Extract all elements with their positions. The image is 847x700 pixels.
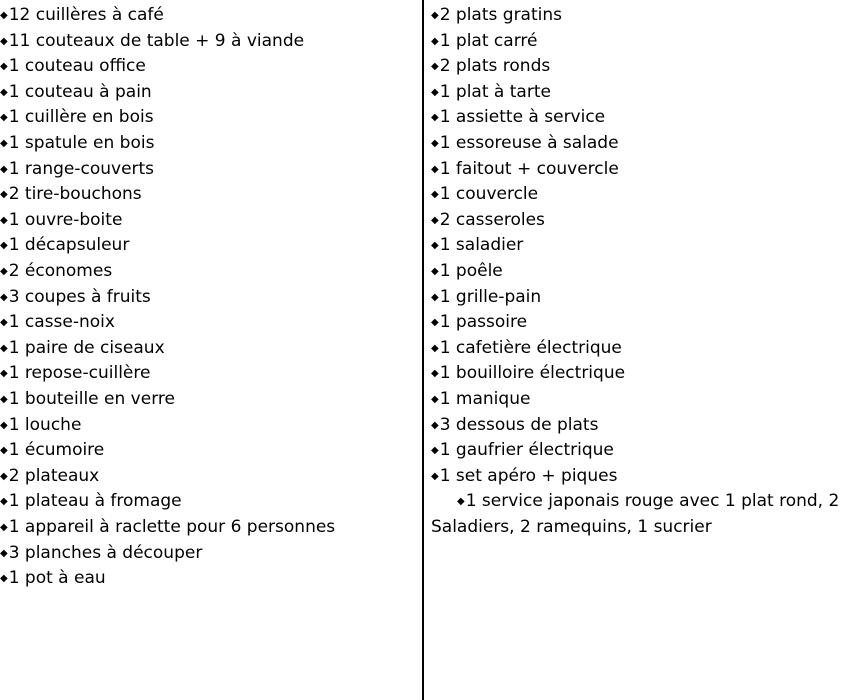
list-item-label: 1 bouteille en verre <box>8 389 175 409</box>
list-item-label: 2 tire-bouchons <box>8 184 142 205</box>
list-item-label: 1 plateau à fromage <box>8 491 182 512</box>
list-item-label: 1 poêle <box>439 261 503 281</box>
bullet-icon: ◆ <box>431 266 439 277</box>
list-item-label: 1 essoreuse à salade <box>439 133 619 153</box>
list-item-label: 1 écumoire <box>8 440 105 461</box>
bullet-icon: ◆ <box>431 86 439 98</box>
bullet-icon: ◆ <box>431 419 439 431</box>
bullet-icon: ◆ <box>0 35 8 47</box>
bullet-icon: ◆ <box>0 419 8 431</box>
list-item <box>0 285 151 311</box>
list-item <box>0 515 335 541</box>
bullet-icon: ◆ <box>457 496 465 508</box>
list-item <box>0 541 202 567</box>
bullet-icon: ◆ <box>431 10 439 21</box>
bullet-icon: ◆ <box>0 522 8 533</box>
bullet-icon: ◆ <box>431 138 439 149</box>
bullet-icon: ◆ <box>0 163 8 175</box>
bullet-icon: ◆ <box>0 10 8 21</box>
list-item-label: 1 couteau office <box>8 56 146 77</box>
list-item <box>0 3 164 29</box>
list-item-label: 1 saladier <box>439 235 524 256</box>
list-item <box>0 182 142 208</box>
list-item-label: 1 couteau à pain <box>8 81 152 102</box>
list-item <box>0 157 154 183</box>
list-item <box>0 29 304 55</box>
list-item <box>431 233 523 259</box>
bullet-icon: ◆ <box>0 214 8 226</box>
bullet-icon: ◆ <box>431 445 439 457</box>
bullet-icon: ◆ <box>431 394 439 405</box>
bullet-icon: ◆ <box>431 368 439 380</box>
list-item <box>431 310 527 336</box>
list-item-label: 1 louche <box>8 414 82 435</box>
list-item <box>0 105 154 131</box>
list-item-label: 2 plats ronds <box>439 56 551 77</box>
list-item-label: 3 planches à découper <box>8 542 203 563</box>
list-item-label: 1 paire de ciseaux <box>8 337 165 358</box>
list-item-label: 11 couteaux de table + 9 à viande <box>8 30 305 51</box>
list-item <box>431 105 605 131</box>
list-item <box>0 259 112 285</box>
bullet-icon: ◆ <box>431 470 439 482</box>
list-item-label: 2 plateaux <box>8 465 100 486</box>
list-item-label: 1 grille-pain <box>439 286 542 307</box>
list-item <box>431 29 537 55</box>
bullet-icon: ◆ <box>431 35 439 47</box>
list-item-label: 1 casse-noix <box>8 312 115 333</box>
list-item-label: 1 cafetière électrique <box>439 337 622 358</box>
list-item-continuation: Saladiers, 2 ramequins, 1 sucrier <box>431 517 712 537</box>
list-item <box>431 413 598 439</box>
bullet-icon: ◆ <box>0 317 8 329</box>
bullet-icon: ◆ <box>431 240 439 252</box>
bullet-icon: ◆ <box>0 112 8 124</box>
bullet-icon: ◆ <box>431 163 439 175</box>
list-item <box>0 310 115 336</box>
bullet-icon: ◆ <box>431 214 439 226</box>
list-item-label: 1 service japonais rouge avec 1 plat rond, 2 <box>465 491 840 512</box>
list-item-label: 1 passoire <box>439 312 528 333</box>
list-item-label: 2 plats gratins <box>439 5 562 25</box>
list-item-label: 1 pot à eau <box>8 568 106 589</box>
bullet-icon: ◆ <box>431 291 439 303</box>
list-item-label: 1 plat carré <box>439 30 538 51</box>
list-item <box>0 80 152 106</box>
list-item-label: 2 casseroles <box>439 209 545 230</box>
list-item <box>431 259 503 285</box>
list-item <box>431 285 541 311</box>
list-item <box>0 336 165 362</box>
list-item-label: 1 plat à tarte <box>439 81 551 102</box>
list-item-label: 1 faitout + couvercle <box>439 158 619 179</box>
bullet-icon: ◆ <box>0 573 8 585</box>
list-item <box>431 80 551 106</box>
bullet-icon: ◆ <box>0 368 8 380</box>
bullet-icon: ◆ <box>0 189 8 201</box>
bullet-icon: ◆ <box>431 61 439 73</box>
bullet-icon: ◆ <box>0 240 8 252</box>
bullet-icon: ◆ <box>431 342 439 354</box>
bullet-icon: ◆ <box>0 496 8 508</box>
list-item-label: 3 coupes à fruits <box>8 286 151 307</box>
list-item-label: 1 spatule en bois <box>8 133 155 153</box>
list-item-label: 1 bouilloire électrique <box>439 363 626 384</box>
list-item-label: 1 gaufrier électrique <box>439 440 614 461</box>
list-item <box>0 464 99 490</box>
list-item <box>0 54 146 80</box>
bullet-icon: ◆ <box>0 61 8 73</box>
bullet-icon: ◆ <box>431 317 439 329</box>
list-item <box>431 208 545 234</box>
list-item <box>431 387 530 413</box>
list-item <box>0 387 175 413</box>
list-item <box>0 566 106 592</box>
list-item-label: 1 set apéro + piques <box>439 465 618 486</box>
list-item <box>0 233 129 259</box>
bullet-icon: ◆ <box>0 291 8 303</box>
list-item-label: 1 repose-cuillère <box>8 363 151 384</box>
list-item <box>457 489 839 515</box>
bullet-icon: ◆ <box>0 547 8 559</box>
bullet-icon: ◆ <box>0 445 8 457</box>
list-item <box>431 131 619 157</box>
list-item <box>0 208 122 234</box>
bullet-icon: ◆ <box>0 86 8 98</box>
bullet-icon: ◆ <box>0 342 8 354</box>
list-item-label: 1 couvercle <box>439 184 539 205</box>
bullet-icon: ◆ <box>431 189 439 201</box>
list-item-label: 1 range-couverts <box>8 158 155 179</box>
bullet-icon: ◆ <box>0 138 8 149</box>
list-item <box>431 3 562 29</box>
list-item-label: 2 économes <box>8 261 113 281</box>
list-item <box>431 157 619 183</box>
list-item-label: 1 ouvre-boite <box>8 209 123 230</box>
list-item <box>0 361 150 387</box>
list-item-label: 1 cuillère en bois <box>8 107 154 128</box>
list-item <box>431 182 538 208</box>
list-item <box>431 54 550 80</box>
bullet-icon: ◆ <box>0 266 8 277</box>
list-item <box>0 131 154 157</box>
list-item <box>431 336 622 362</box>
bullet-icon: ◆ <box>0 470 8 482</box>
list-item-label: 1 assiette à service <box>439 107 606 128</box>
list-item-label: 1 appareil à raclette pour 6 personnes <box>8 517 336 537</box>
list-item <box>431 438 614 464</box>
bullet-icon: ◆ <box>431 112 439 124</box>
list-item <box>0 489 182 515</box>
list-item-label: 1 décapsuleur <box>8 235 130 256</box>
column-divider <box>422 0 424 700</box>
list-item <box>0 413 81 439</box>
list-item-label: 12 cuillères à café <box>8 5 164 25</box>
bullet-icon: ◆ <box>0 394 8 405</box>
list-item-label: 1 manique <box>439 389 531 409</box>
list-item <box>0 438 104 464</box>
list-item <box>431 361 625 387</box>
list-item-label: 3 dessous de plats <box>439 414 599 435</box>
list-item <box>431 464 617 490</box>
